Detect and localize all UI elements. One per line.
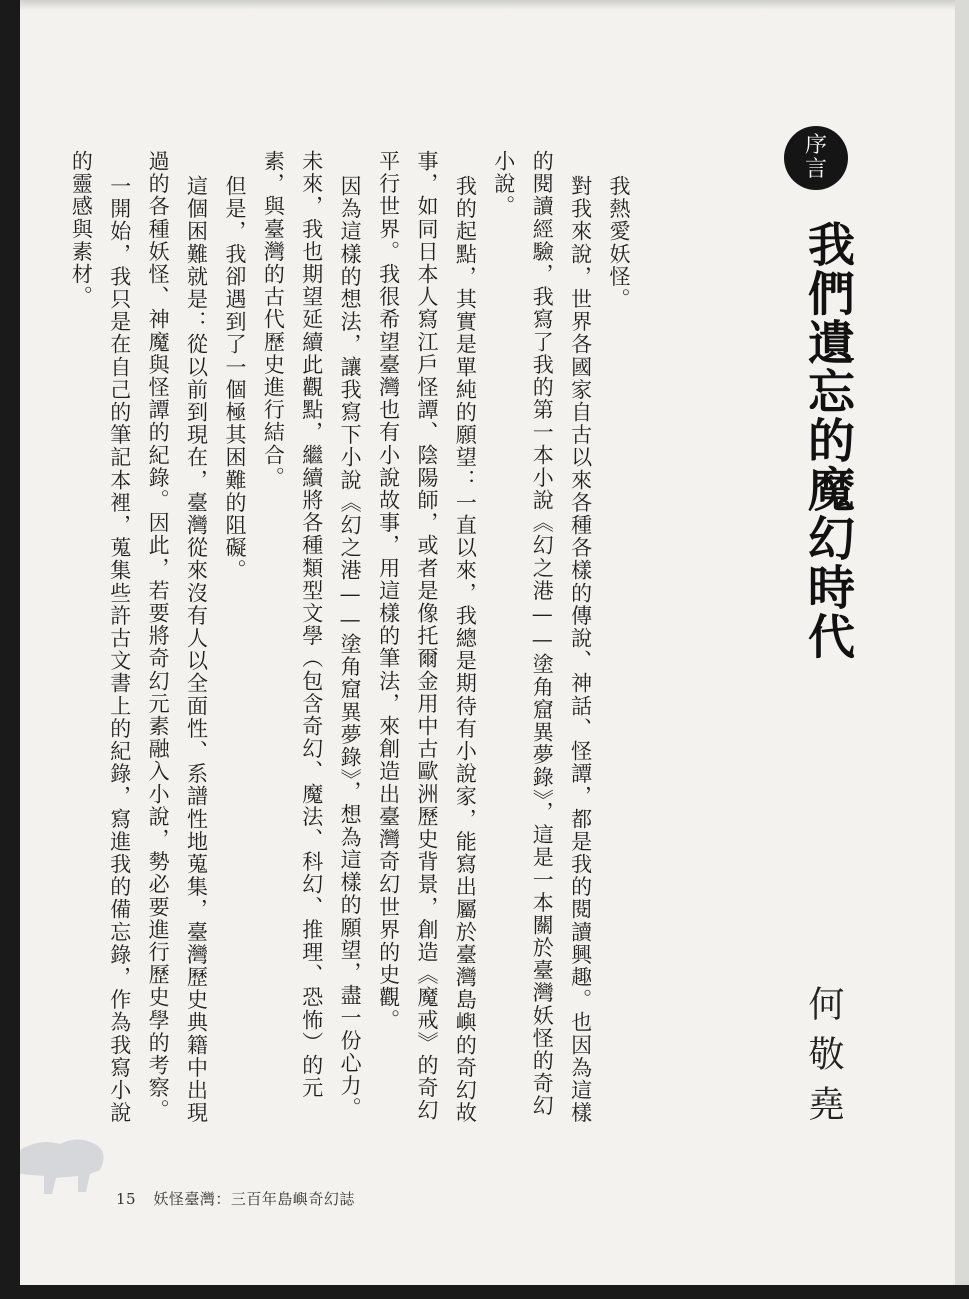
page-footer (116, 1188, 355, 1209)
author-name: 何敬堯 (803, 985, 844, 1135)
chapter-title: 我們遺忘的魔幻時代 (800, 220, 855, 661)
paragraph: 一開始，我只是在自己的筆記本裡，蒐集些許古文書上的紀錄，寫進我的備忘錄，作為我寫小說的靈感與素材。 (69, 150, 132, 1125)
paragraph: 我熱愛妖怪。 (607, 175, 631, 311)
paragraph: 我的起點，其實是單純的願望：一直以來，我總是期待有小說家，能寫出屬於臺灣島嶼的奇幻故事，如同日本人寫江戶怪譚、陰陽師，或者是像托爾金用中古歐洲歷史背景，創造《魔戒》的奇幻平行世界。我很希望臺灣也有小說故事，用這樣的筆法，來創造出臺灣奇幻世界的史觀。 (376, 150, 478, 1125)
scan-edge (20, 0, 955, 10)
book-title: 妖怪臺灣：三百年島嶼奇幻誌 (153, 1190, 355, 1208)
body-text (69, 150, 638, 1130)
page-number: 15 (116, 1190, 137, 1208)
book-page (20, 0, 969, 1285)
badge-char-2: 言 (804, 157, 827, 182)
paragraph: 因為這樣的想法，讓我寫下小說《幻之港——塗角窟異夢錄》，想為這樣的願望，盡一份心力。未來，我也期望延續此觀點，繼續將各種類型文學（包含奇幻、魔法、科幻、推理、恐怖）的元素，與臺灣的古代歷史進行結合。 (261, 150, 363, 1120)
paragraph: 這個困難就是：從以前到現在，臺灣從來沒有人以全面性、系譜性地蒐集，臺灣歷史典籍中出現過的各種妖怪、神魔與怪譚的紀錄。因此，若要將奇幻元素融入小說，勢必要進行歷史學的考察。 (146, 150, 209, 1125)
paragraph: 但是，我卻遇到了一個極其困難的阻礙。 (222, 175, 247, 582)
paragraph: 對我來說，世界各國家自古以來各種各樣的傳說、神話、怪譚，都是我的閱讀興趣。也因為這樣的閱讀經驗，我寫了我的第一本小說《幻之港——塗角窟異夢錄》，這是一本關於臺灣妖怪的奇幻小說。 (491, 150, 593, 1125)
badge-char-1: 序 (804, 133, 827, 158)
preface-badge (784, 126, 848, 190)
creature-silhouette-icon (20, 1130, 110, 1200)
